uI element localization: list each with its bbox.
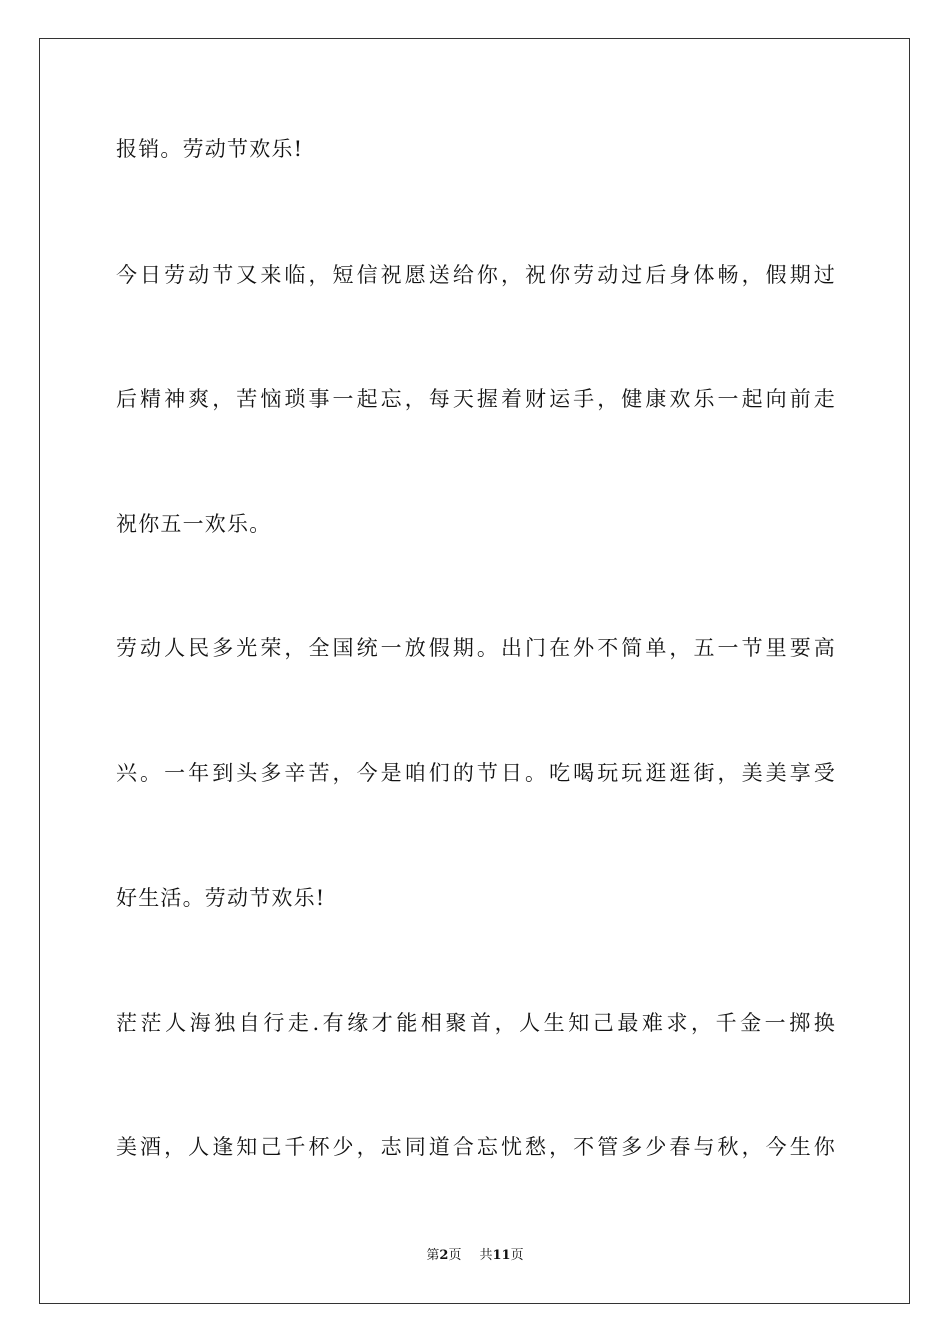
page-unit: 页 [448,1248,462,1263]
page-total-number: 11 [492,1248,511,1263]
total-prefix: 共 [479,1248,493,1263]
page-prefix: 第 [426,1248,440,1263]
text-line: 茫茫人海独自行走.有缘才能相聚首，人生知己最难求，千金一掷换 [116,1011,836,1035]
text-line: 劳动人民多光荣，全国统一放假期。出门在外不简单，五一节里要高 [116,636,836,660]
text-line: 后精神爽，苦恼琐事一起忘，每天握着财运手，健康欢乐一起向前走 [116,387,836,411]
page-current-number: 2 [439,1248,449,1263]
text-line: 兴。一年到头多辛苦，今是咱们的节日。吃喝玩玩逛逛街，美美享受 [116,761,836,785]
text-line: 好生活。劳动节欢乐! [116,886,326,910]
text-line: 今日劳动节又来临，短信祝愿送给你，祝你劳动过后身体畅，假期过 [116,263,836,287]
text-line: 祝你五一欢乐。 [116,512,272,536]
total-unit: 页 [510,1248,524,1263]
page-footer [0,1247,950,1265]
page-frame [39,38,910,1304]
text-line: 美酒，人逢知己千杯少，志同道合忘忧愁，不管多少春与秋，今生你 [116,1135,836,1159]
text-line: 报销。劳动节欢乐! [116,137,304,161]
